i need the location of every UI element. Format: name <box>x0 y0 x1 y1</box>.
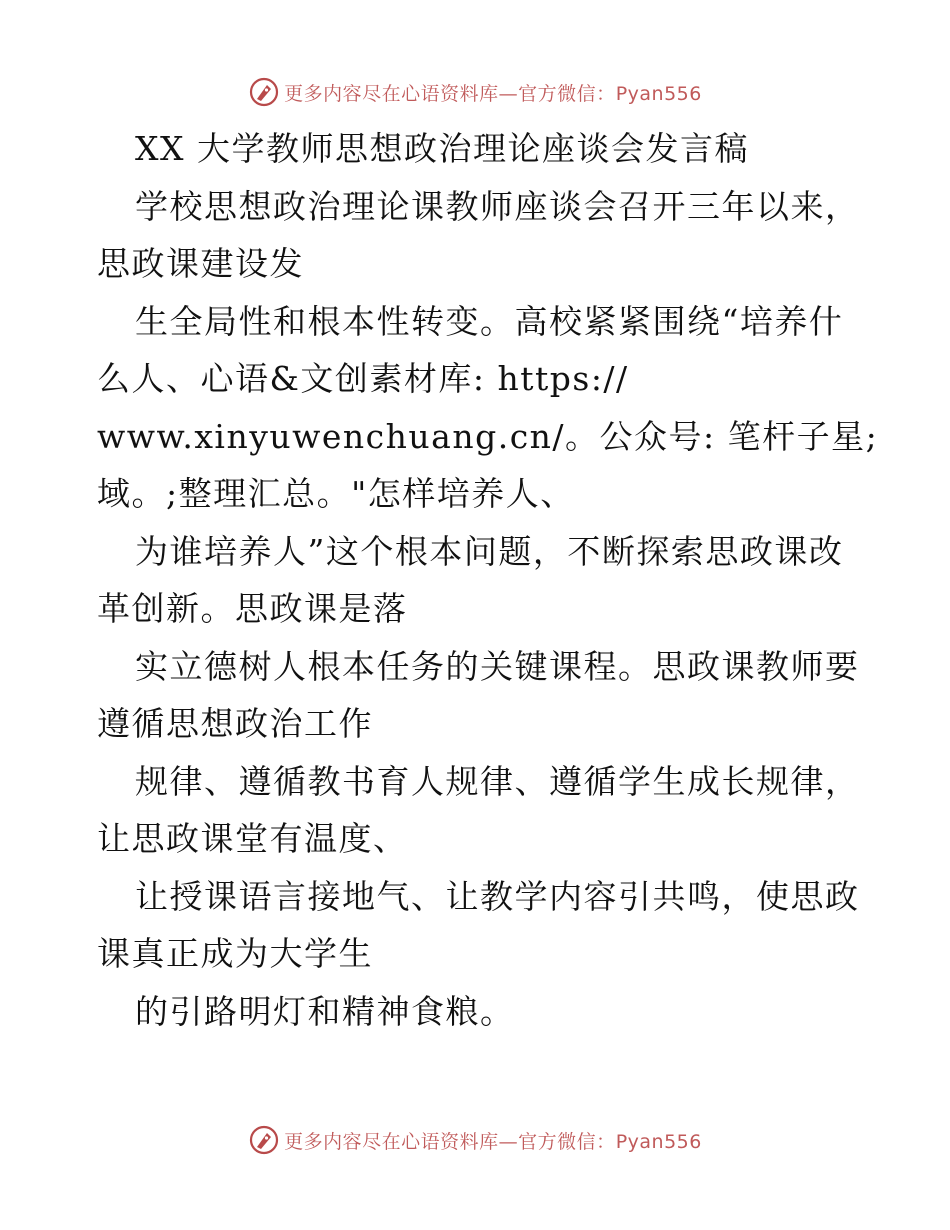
paragraph-line: 思政课建设发 <box>97 244 304 283</box>
paragraph-line: 实立德树人根本任务的关键课程。思政课教师要 <box>135 646 860 686</box>
paragraph-line: 么人、心语&文创素材库: https:// <box>97 359 629 398</box>
watermark-brand-text: 更多内容尽在心语资料库 <box>284 1130 499 1153</box>
footer-watermark <box>0 1118 950 1162</box>
watermark-separator: — <box>498 1130 519 1153</box>
document-title: XX 大学教师思想政治理论座谈会发言稿 <box>135 129 749 168</box>
paragraph-line: 学校思想政治理论课教师座谈会召开三年以来， <box>135 186 860 226</box>
paragraph-line: 生全局性和根本性转变。高校紧紧围绕“培养什 <box>135 301 844 341</box>
paragraph-line: 课真正成为大学生 <box>97 934 373 973</box>
paragraph-line: 让思政课堂有温度、 <box>97 819 408 858</box>
pen-nib-logo-icon <box>248 1124 280 1156</box>
watermark-wechat-id: Pyan556 <box>615 82 702 105</box>
watermark-brand-text: 更多内容尽在心语资料库 <box>284 82 499 105</box>
header-watermark <box>0 70 950 114</box>
paragraph-line: 规律、遵循教书育人规律、遵循学生成长规律， <box>135 761 860 801</box>
document-body <box>97 120 879 1040</box>
watermark-wechat-label: 官方微信： <box>518 82 616 105</box>
paragraph-line: 的引路明灯和精神食粮。 <box>135 991 515 1031</box>
watermark-separator: — <box>498 82 519 105</box>
pen-nib-logo-icon <box>248 76 280 108</box>
paragraph-line: 革创新。思政课是落 <box>97 589 408 628</box>
paragraph-line: www.xinyuwenchuang.cn/。公众号: 笔杆子星; <box>97 416 879 456</box>
paragraph-line: 域。;整理汇总。"怎样培养人、 <box>97 474 575 513</box>
paragraph-line: 让授课语言接地气、让教学内容引共鸣，使思政 <box>135 876 860 916</box>
watermark-wechat-label: 官方微信： <box>518 1130 616 1153</box>
watermark-wechat-id: Pyan556 <box>615 1130 702 1153</box>
paragraph-line: 遵循思想政治工作 <box>97 704 373 743</box>
paragraph-line: 为谁培养人”这个根本问题，不断探索思政课改 <box>135 531 844 571</box>
